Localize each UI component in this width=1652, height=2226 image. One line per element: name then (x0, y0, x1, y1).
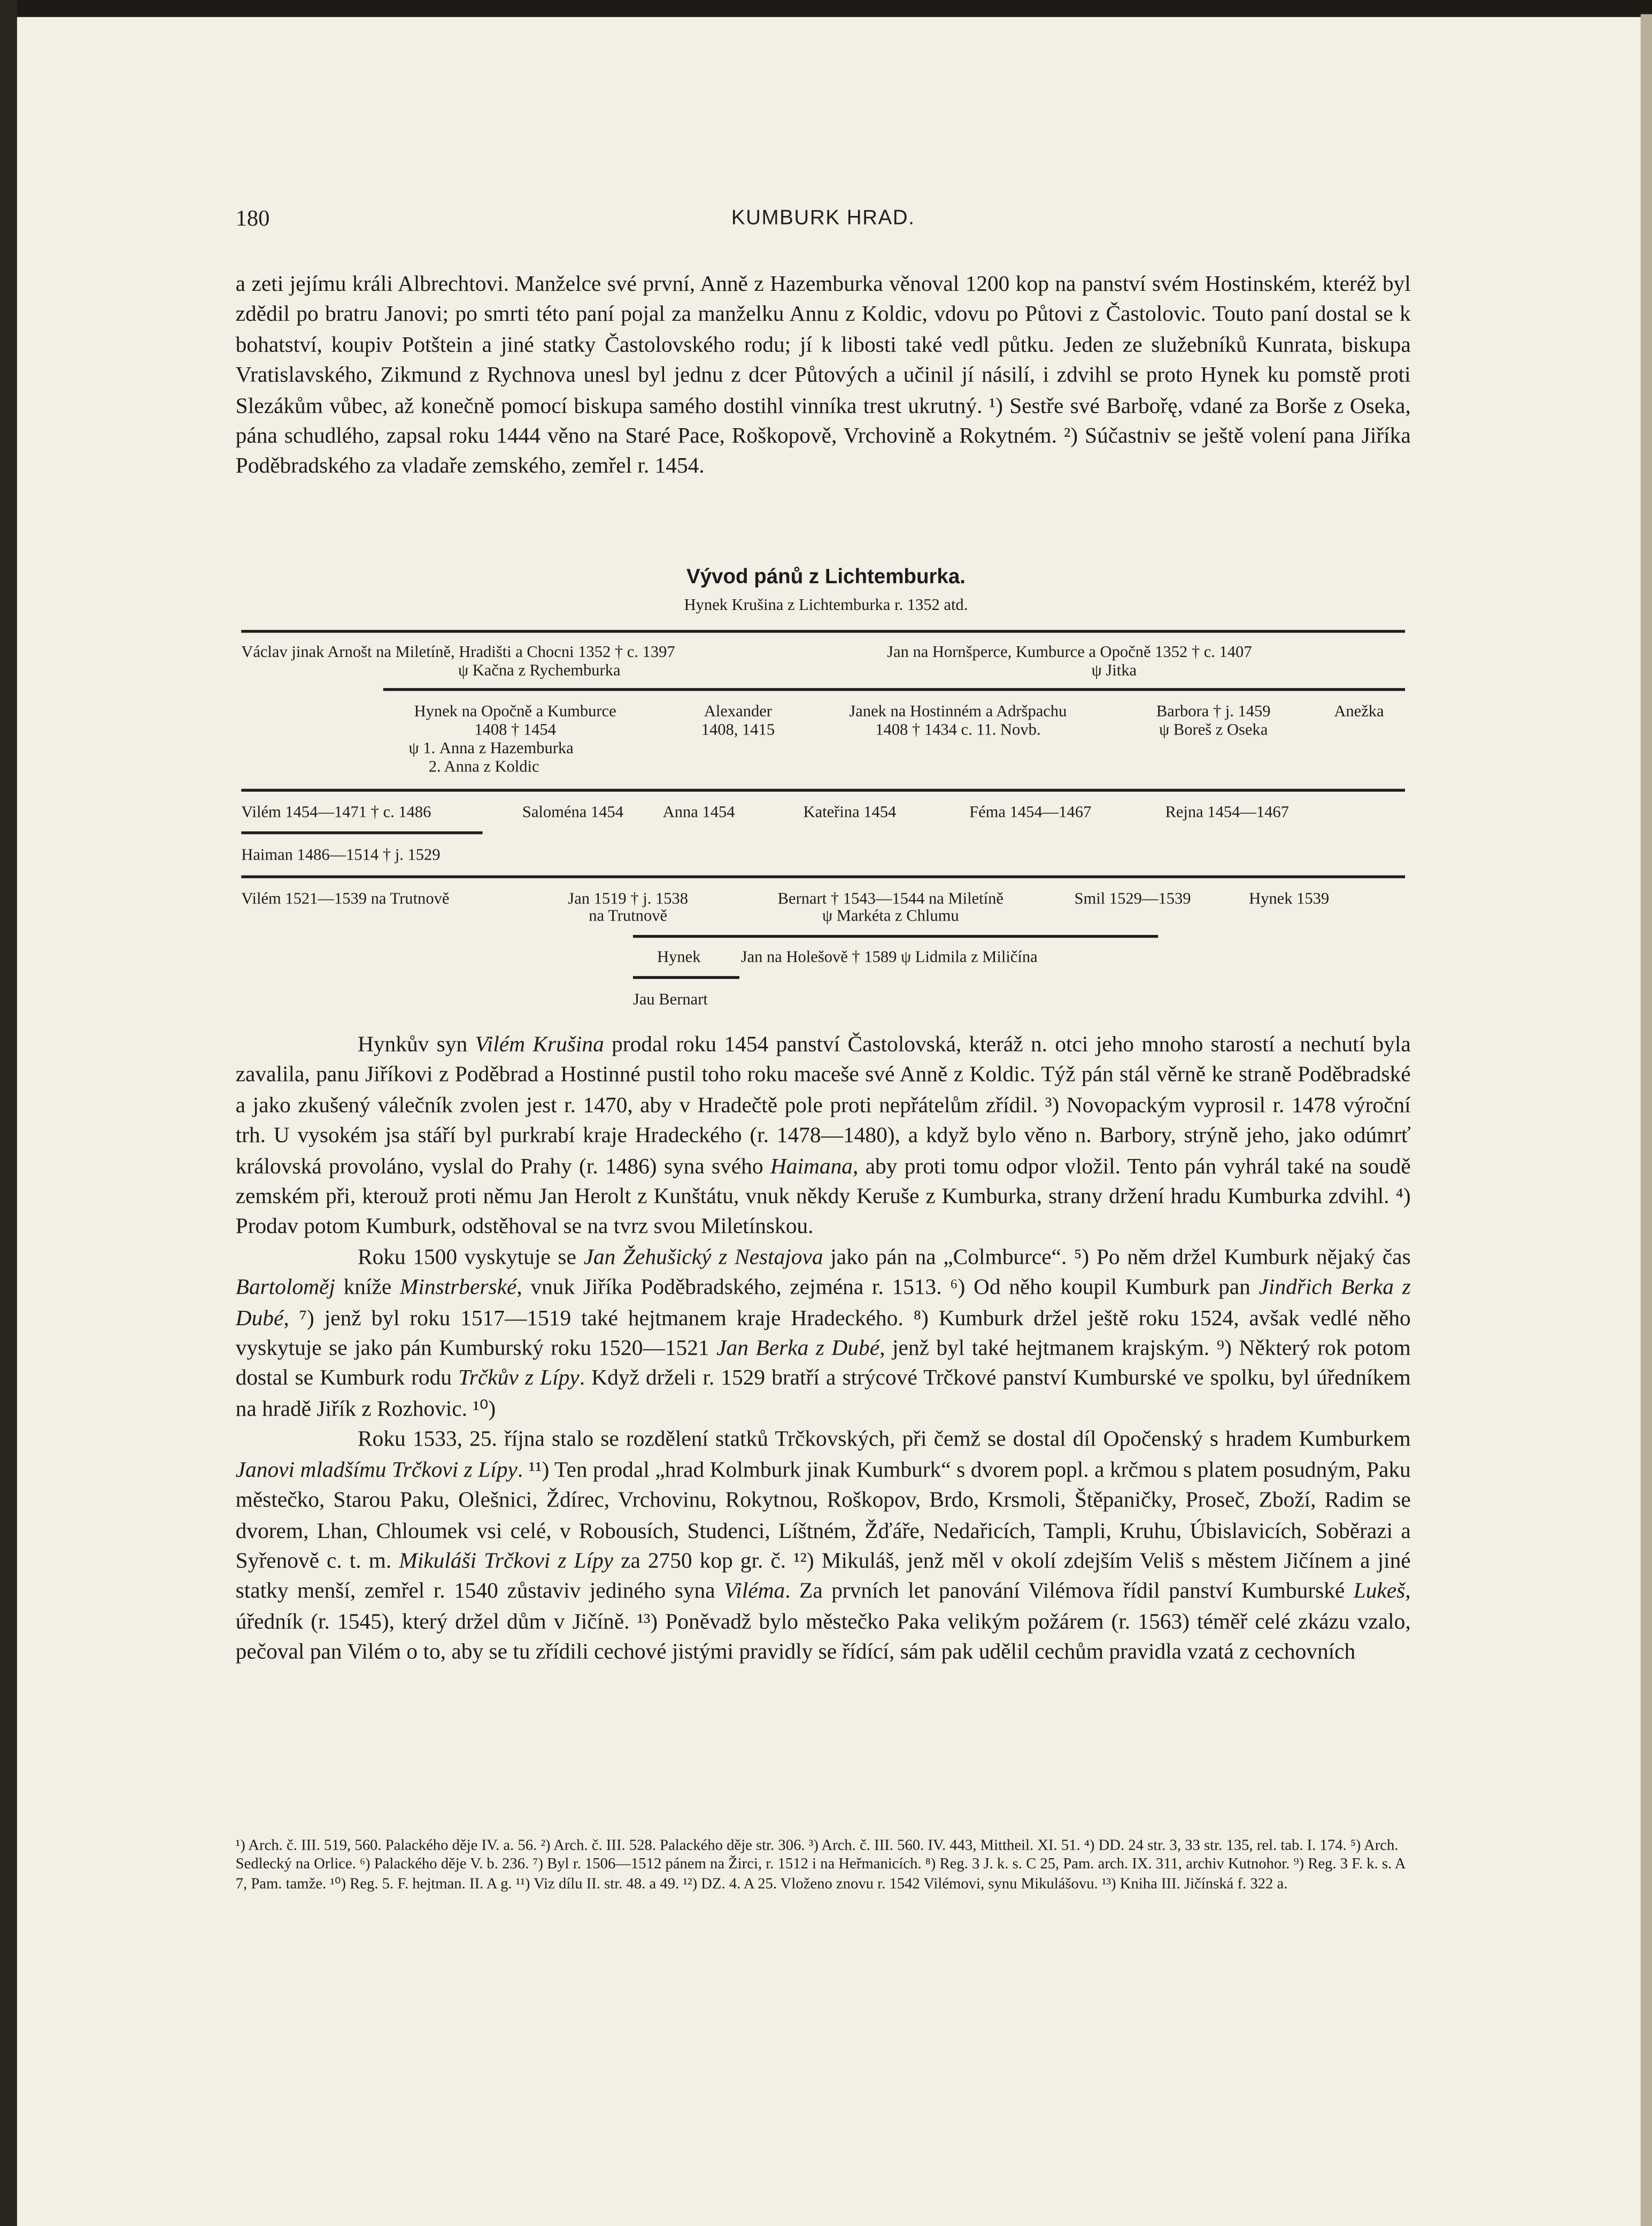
gen1-left-line2: ψ Kačna z Rychemburka (458, 662, 621, 680)
brace-gen7 (633, 976, 739, 979)
name-lukes: Lukeš (1353, 1579, 1406, 1604)
gen5-jan-line2: na Trutnově (589, 908, 668, 925)
gen1-right-line2: ψ Jitka (1091, 662, 1137, 680)
name-trckuv: Trčkův z Lípy (458, 1366, 580, 1392)
name-jindrich-berka: Jindřich Berka z Dubé (235, 1276, 1411, 1331)
name-haiman: Haimana (770, 1154, 853, 1179)
brace-gen4 (241, 831, 482, 834)
name-bartolomej: Bartoloměj (235, 1276, 335, 1300)
main-text (236, 1030, 1411, 1668)
name-vilem: Viléma (724, 1579, 785, 1604)
gen2-hynek-line3: ψ 1. Anna z Hazemburka (408, 740, 574, 758)
name-jan-berka: Jan Berka z Dubé (716, 1336, 880, 1361)
genealogy-title: Vývod pánů z Lichtemburka. (686, 566, 966, 589)
paragraph-2: Hynkův syn Vilém Krušina prodal roku 1454 panství Častolovská, kteráž n. otci jeho mnoho starostí a nechutí byla zavalila, panu Jiříkovi z Poděbrad a Hostinné pustil toho roku maceše své Anně z Koldic. Týž pán stál věrně ke straně Poděbradské a jako zkušený válečník zvolen jest r. 1470, aby v Hradečtě pole proti nepřátelům zřídil. ³) Novopackým vyprosil r. 1478 výroční trh. U vysokém jsa stáří byl purkrabí kraje Hradeckého (r. 1478—1480), a když bylo věno n. Barbory, strýně jeho, jako odúmrť královská provoláno, vyslal do Prahy (r. 1486) syna svého Haimana, aby proti tomu odpor vložil. Tento pán vyhrál také na soudě zemském při, kterouž proti němu Jan Herolt z Kunštátu, vnuk někdy Keruše z Kumburka, strany držení hradu Kumburka zdvihl. ⁴) Prodav potom Kumburk, odstěhoval se na tvrz svou Miletínskou. (235, 1033, 1411, 1240)
brace-gen3 (241, 789, 1405, 792)
gen2-alexander-line2: 1408, 1415 (701, 722, 775, 739)
brace-gen5 (241, 875, 1405, 878)
page-number: 180 (235, 207, 270, 231)
gen5-vilem: Vilém 1521—1539 na Trutnově (241, 891, 450, 908)
gen3-rejna: Rejna 1454—1467 (1165, 804, 1289, 822)
paragraph-4: Roku 1533, 25. října stalo se rozdělení statků Trčkovských, při čemž se dostal díl Opočenský s hradem Kumburkem Janovi mladšímu Trčkovi z Lípy. ¹¹) Ten prodal „hrad Kolmburk jinak Kumburk“ s dvorem popl. a krčmou s platem posudným, Paku městečko, Starou Paku, Olešnici, Ždírec, Vrchovinu, Rokytnou, Roškopov, Brdo, Krsmoli, Štěpaničky, Proseč, Zboží, Radim se dvorem, Lhan, Chloumek vsi celé, v Robousích, Studenci, Líštném, Žďáře, Nedařicích, Tampli, Kruhu, Úbislavicích, Soběrazi a Syřenově c. t. m. Mikuláši Trčkovi z Lípy za 2750 kop gr. č. ¹²) Mikuláš, jenž měl v okolí zdejším Veliš s městem Jičínem a jiné statky menší, zemřel r. 1540 zůstaviv jediného syna Viléma. Za prvních let panování Vilémova řídil panství Kumburské Lukeš, úředník (r. 1545), který držel dům v Jičíně. ¹³) Poněvadž bylo městečko Paka velikým požárem (r. 1563) téměř celé zkázu vzalo, pečoval pan Vilém o to, aby se tu zřídili cechové jistými pravidly se řídící, sám pak udělil cechům pravidla vzatá z cechovních (235, 1427, 1411, 1665)
gen1-left-line1: Václav jinak Arnošt na Miletíně, Hradišti a Chocni 1352 † c. 1397 (241, 644, 675, 661)
gen6-hynek: Hynek (657, 949, 701, 967)
gen3-fema: Féma 1454—1467 (969, 804, 1092, 822)
gen2-barbora-line1: Barbora † j. 1459 (1156, 704, 1271, 721)
gen2-hynek-line4: 2. Anna z Koldic (428, 759, 539, 776)
gen4-haiman: Haiman 1486—1514 † j. 1529 (241, 847, 441, 864)
brace-gen1 (241, 630, 1405, 632)
brace-gen2 (383, 688, 1405, 691)
gen3-vilem: Vilém 1454—1471 † c. 1486 (241, 804, 431, 822)
gen5-smil: Smil 1529—1539 (1074, 891, 1191, 908)
scan-border-right (1641, 14, 1652, 2226)
gen6-jan: Jan na Holešově † 1589 ψ Lidmila z Miličína (740, 949, 1038, 967)
gen2-anezka: Anežka (1334, 704, 1384, 721)
scan-border-left (0, 0, 17, 2226)
name-jan-mladsi-trcka: Janovi mladšímu Trčkovi z Lípy (235, 1458, 518, 1482)
scan-border-top (0, 0, 1652, 17)
gen2-hynek-line1: Hynek na Opočně a Kumburce (414, 704, 616, 721)
gen2-alexander-line1: Alexander (704, 704, 772, 721)
name-minstrberske: Minstrberské (399, 1276, 517, 1300)
gen3-anna: Anna 1454 (662, 804, 735, 822)
gen2-janek-line2: 1408 † 1434 c. 11. Novb. (875, 722, 1041, 739)
gen5-bernart-line2: ψ Markéta z Chlumu (822, 908, 959, 925)
gen2-janek-line1: Janek na Hostinném a Adršpachu (849, 704, 1067, 721)
genealogy-root: Hynek Krušina z Lichtemburka r. 1352 atd. (684, 597, 968, 615)
gen5-hynek: Hynek 1539 (1249, 891, 1330, 908)
footnotes: ¹) Arch. č. III. 519, 560. Palackého děje IV. a. 56. ²) Arch. č. III. 528. Palackého děje str. 306. ³) Arch. č. III. 560. IV. 443, Mittheil. XI. 51. ⁴) DD. 24 str. 3, 33 str. 135, rel. tab. I. 174. ⁵) Arch. Sedlecký na Orlice. ⁶) Palackého děje V. b. 236. ⁷) Byl r. 1506—1512 pánem na Žirci, r. 1512 i na Heřmanicích. ⁸) Reg. 3 J. k. s. C 25, Pam. arch. IX. 311, archiv Kutnohor. ⁹) Reg. 3 F. k. s. A 7, Pam. tamže. ¹⁰) Reg. 5. F. hejtman. II. A g. ¹¹) Viz dílu II. str. 48. a 49. ¹²) DZ. 4. A 25. Vloženo znovu r. 1542 Vilémovi, synu Mikulášovu. ¹³) Kniha III. Jičínská f. 322 a. (235, 1837, 1405, 1892)
name-mikulas-trcka: Mikuláši Trčkovi z Lípy (399, 1549, 614, 1573)
gen3-katerina: Kateřina 1454 (803, 804, 897, 822)
paragraph-3: Roku 1500 vyskytuje se Jan Žehušický z Nestajova jako pán na „Colmburce“. ⁵) Po něm držel Kumburk nějaký čas Bartoloměj kníže Minstrberské, vnuk Jiříka Poděbradského, zejména r. 1513. ⁶) Od něho koupil Kumburk pan Jindřich Berka z Dubé, ⁷) jenž byl roku 1517—1519 také hejtmanem kraje Hradeckého. ⁸) Kumburk držel ještě roku 1524, avšak vedlé něho vyskytuje se jako pán Kumburský roku 1520—1521 Jan Berka z Dubé, jenž byl také hejtmanem krajským. ⁹) Některý rok potom dostal se Kumburk rodu Trčkův z Lípy. Když drželi r. 1529 bratří a strýcové Trčkové panství Kumburské ve spolku, byl úředníkem na hradě Jiřík z Rozhovic. ¹⁰) (235, 1245, 1411, 1421)
gen5-jan-line1: Jan 1519 † j. 1538 (568, 891, 689, 908)
gen2-barbora-line2: ψ Boreš z Oseka (1159, 722, 1268, 739)
gen3-salomena: Saloména 1454 (522, 804, 624, 822)
gen5-bernart-line1: Bernart † 1543—1544 na Miletíně (777, 891, 1003, 908)
brace-gen6 (633, 935, 1158, 938)
gen2-hynek-line2: 1408 † 1454 (474, 722, 556, 739)
gen1-right-line1: Jan na Hornšperce, Kumburce a Opočně 1352 † c. 1407 (887, 644, 1252, 661)
name-jan-zehusicky: Jan Žehušický z Nestajova (583, 1245, 823, 1270)
running-head: KUMBURK HRAD. (731, 207, 915, 230)
gen7-children: Jau Bernart (632, 992, 708, 1009)
paragraph-1: a zeti jejímu králi Albrechtovi. Manželce své první, Anně z Hazemburka věnoval 1200 kop na panství svém Hostinském, kteréž byl zdědil po bratru Janovi; po smrti této paní pojal za manželku Annu z Koldic, vdovu po Půtovi z Častolovic. Touto paní dostal se k bohatství, koupiv Potštein a jiné statky Častolovského rodu; jí k libosti také vedl půtku. Jeden ze služebníků Kunrata, biskupa Vratislavského, Zikmund z Rychnova unesl byl jednu z dcer Půtových a učinil jí násilí, i zdvihl se proto Hynek ku pomstě proti Slezákům vůbec, až konečně pomocí biskupa samého dostihl vinníka trest ukrutný. ¹) Sestře své Barbořę, vdané za Borše z Oseka, pána schudlého, zapsal roku 1444 věno na Staré Pace, Roškopově, Vrchovině a Rokytném. ²) Súčastniv se ještě volení pana Jiříka Poděbradského za vladaře zemského, zemřel r. 1454. (235, 272, 1411, 479)
name-vilem-krusina: Vilém Krušina (475, 1033, 604, 1057)
